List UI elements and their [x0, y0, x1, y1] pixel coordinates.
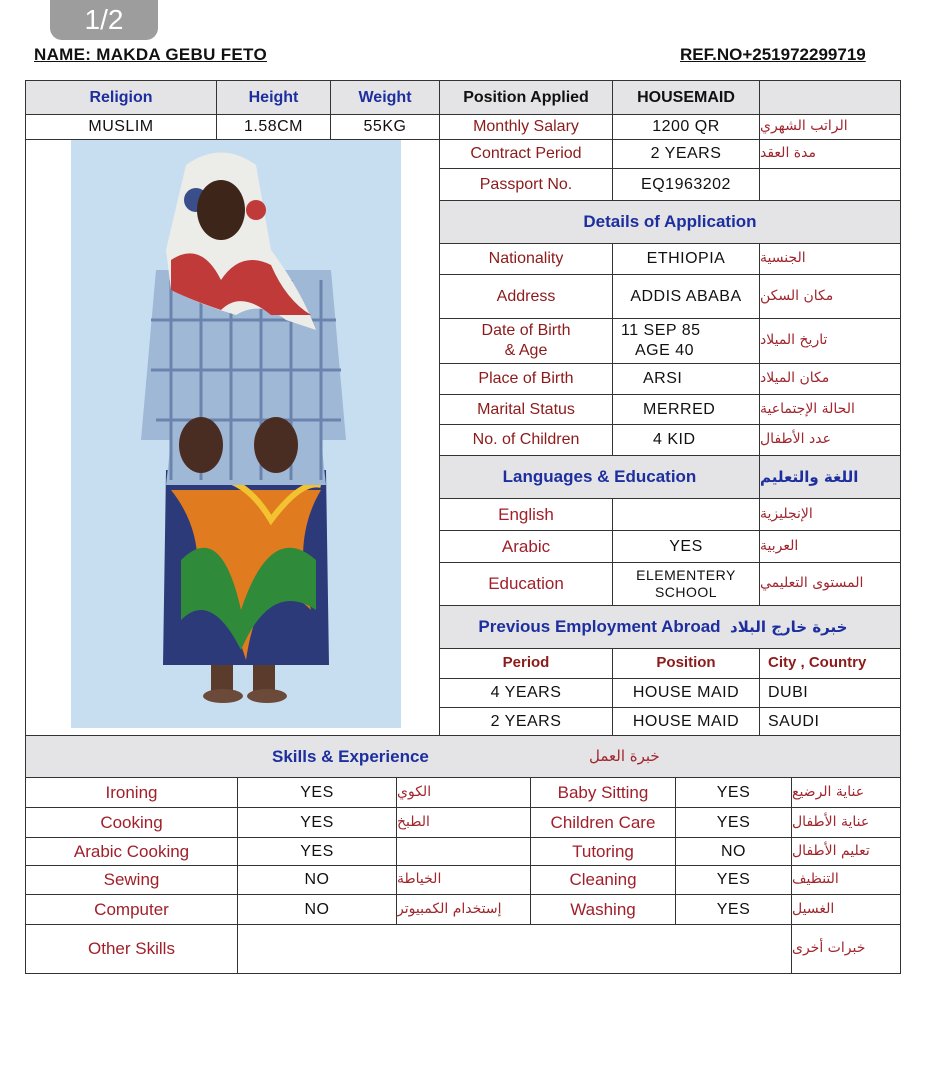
- children-label: No. of Children: [439, 424, 613, 456]
- height-header: Height: [216, 80, 331, 115]
- skill-right-5-value: YES: [675, 894, 792, 925]
- candidate-photo: [71, 140, 401, 728]
- skill-left-5-label: Computer: [25, 894, 238, 925]
- skills-section-title: Skills & Experience: [272, 746, 429, 766]
- skill-right-3-ar: تعليم الأطفال: [791, 837, 901, 866]
- employment-row-2-city: SAUDI: [759, 707, 901, 736]
- passport-label: Passport No.: [439, 168, 613, 201]
- marital-value: MERRED: [612, 394, 760, 425]
- english-arabic: الإنجليزية: [759, 498, 901, 531]
- passport-value: EQ1963202: [612, 168, 760, 201]
- skill-right-1-label: Baby Sitting: [530, 777, 676, 808]
- skill-left-4-ar: الخياطة: [396, 865, 531, 895]
- contract-value: 2 YEARS: [612, 139, 760, 169]
- skill-right-3-label: Tutoring: [530, 837, 676, 866]
- employment-row-2-position: HOUSE MAID: [612, 707, 760, 736]
- nationality-value: ETHIOPIA: [612, 243, 760, 275]
- employment-row-1-city: DUBI: [759, 678, 901, 708]
- other-skills-label: Other Skills: [25, 924, 238, 974]
- skill-right-4-value: YES: [675, 865, 792, 895]
- position-applied-blank: [759, 80, 901, 115]
- skill-right-2-label: Children Care: [530, 807, 676, 838]
- arabic-arabic: العربية: [759, 530, 901, 563]
- skill-left-1-ar: الكوي: [396, 777, 531, 808]
- employment-period-header: Period: [439, 648, 613, 679]
- education-label: Education: [439, 562, 613, 606]
- skill-left-4-label: Sewing: [25, 865, 238, 895]
- person-figure-icon: [71, 140, 401, 728]
- nationality-arabic: الجنسية: [759, 243, 901, 275]
- dob-label: [439, 318, 613, 364]
- education-value-line1: ELEMENTERY: [636, 566, 736, 583]
- pob-arabic: مكان الميلاد: [759, 363, 901, 395]
- dob-label-line1: Date of Birth: [481, 322, 571, 339]
- skill-right-1-value: YES: [675, 777, 792, 808]
- skill-right-2-value: YES: [675, 807, 792, 838]
- address-arabic: مكان السكن: [759, 274, 901, 319]
- skill-left-2-ar: الطبخ: [396, 807, 531, 838]
- address-label: Address: [439, 274, 613, 319]
- skill-left-5-value: NO: [237, 894, 397, 925]
- employment-row-2-period: 2 YEARS: [439, 707, 613, 736]
- skill-right-2-ar: عناية الأطفال: [791, 807, 901, 838]
- dob-value: [612, 318, 760, 364]
- children-arabic: عدد الأطفال: [759, 424, 901, 456]
- english-label: English: [439, 498, 613, 531]
- nationality-label: Nationality: [439, 243, 613, 275]
- employment-section-arabic: خبرة خارج البلاد: [730, 605, 901, 649]
- dob-arabic: تاريخ الميلاد: [759, 318, 901, 364]
- religion-value: MUSLIM: [25, 114, 217, 140]
- position-applied-value: HOUSEMAID: [612, 80, 760, 115]
- education-value-line2: SCHOOL: [654, 584, 718, 600]
- skill-left-2-value: YES: [237, 807, 397, 838]
- skill-left-1-value: YES: [237, 777, 397, 808]
- contract-arabic: مدة العقد: [759, 139, 901, 169]
- position-applied-label: Position Applied: [439, 80, 613, 115]
- skill-right-5-ar: الغسيل: [791, 894, 901, 925]
- employment-row-1-position: HOUSE MAID: [612, 678, 760, 708]
- skill-left-3-label: Arabic Cooking: [25, 837, 238, 866]
- candidate-name: NAME: MAKDA GEBU FETO: [34, 45, 267, 64]
- address-value: ADDIS ABABA: [612, 274, 760, 319]
- skill-right-1-ar: عناية الرضيع: [791, 777, 901, 808]
- languages-section-header: Languages & Education: [439, 455, 760, 499]
- pob-label: Place of Birth: [439, 363, 613, 395]
- skill-left-3-value: YES: [237, 837, 397, 866]
- page-indicator: 1/2: [50, 0, 158, 40]
- dob-age: AGE 40: [635, 342, 695, 359]
- education-value: [612, 562, 760, 606]
- contract-label: Contract Period: [439, 139, 613, 169]
- arabic-label: Arabic: [439, 530, 613, 563]
- skill-left-3-ar: [396, 837, 531, 866]
- salary-value: 1200 QR: [612, 114, 760, 140]
- reference-number: REF.NO+251972299719: [680, 45, 866, 64]
- skills-section-arabic: خبرة العمل: [589, 747, 660, 766]
- salary-arabic: الراتب الشهري: [759, 114, 901, 140]
- skill-left-1-label: Ironing: [25, 777, 238, 808]
- employment-row-1-period: 4 YEARS: [439, 678, 613, 708]
- children-value: 4 KID: [612, 424, 760, 456]
- dob-date: 11 SEP 85: [621, 322, 701, 339]
- other-skills-value: [237, 924, 792, 974]
- skill-left-4-value: NO: [237, 865, 397, 895]
- marital-arabic: الحالة الإجتماعية: [759, 394, 901, 425]
- other-skills-arabic: خبرات أخرى: [791, 924, 901, 974]
- employment-section-header: Previous Employment Abroad: [439, 605, 760, 649]
- skills-section-header: [25, 735, 901, 778]
- height-value: 1.58CM: [216, 114, 331, 140]
- english-value: [612, 498, 760, 531]
- employment-city-header: City , Country: [759, 648, 901, 679]
- dob-label-line2: & Age: [504, 342, 548, 359]
- education-arabic: المستوى التعليمي: [759, 562, 901, 606]
- pob-value: ARSI: [612, 363, 760, 395]
- arabic-value: YES: [612, 530, 760, 563]
- religion-header: Religion: [25, 80, 217, 115]
- skill-right-3-value: NO: [675, 837, 792, 866]
- employment-position-header: Position: [612, 648, 760, 679]
- skill-left-2-label: Cooking: [25, 807, 238, 838]
- marital-label: Marital Status: [439, 394, 613, 425]
- details-section-header: Details of Application: [439, 200, 901, 244]
- skill-right-4-ar: التنظيف: [791, 865, 901, 895]
- passport-blank: [759, 168, 901, 201]
- skill-right-4-label: Cleaning: [530, 865, 676, 895]
- weight-header: Weight: [330, 80, 440, 115]
- skill-left-5-ar: إستخدام الكمبيوتر: [396, 894, 531, 925]
- salary-label: Monthly Salary: [439, 114, 613, 140]
- weight-value: 55KG: [330, 114, 440, 140]
- languages-section-arabic: اللغة والتعليم: [759, 455, 901, 499]
- skill-right-5-label: Washing: [530, 894, 676, 925]
